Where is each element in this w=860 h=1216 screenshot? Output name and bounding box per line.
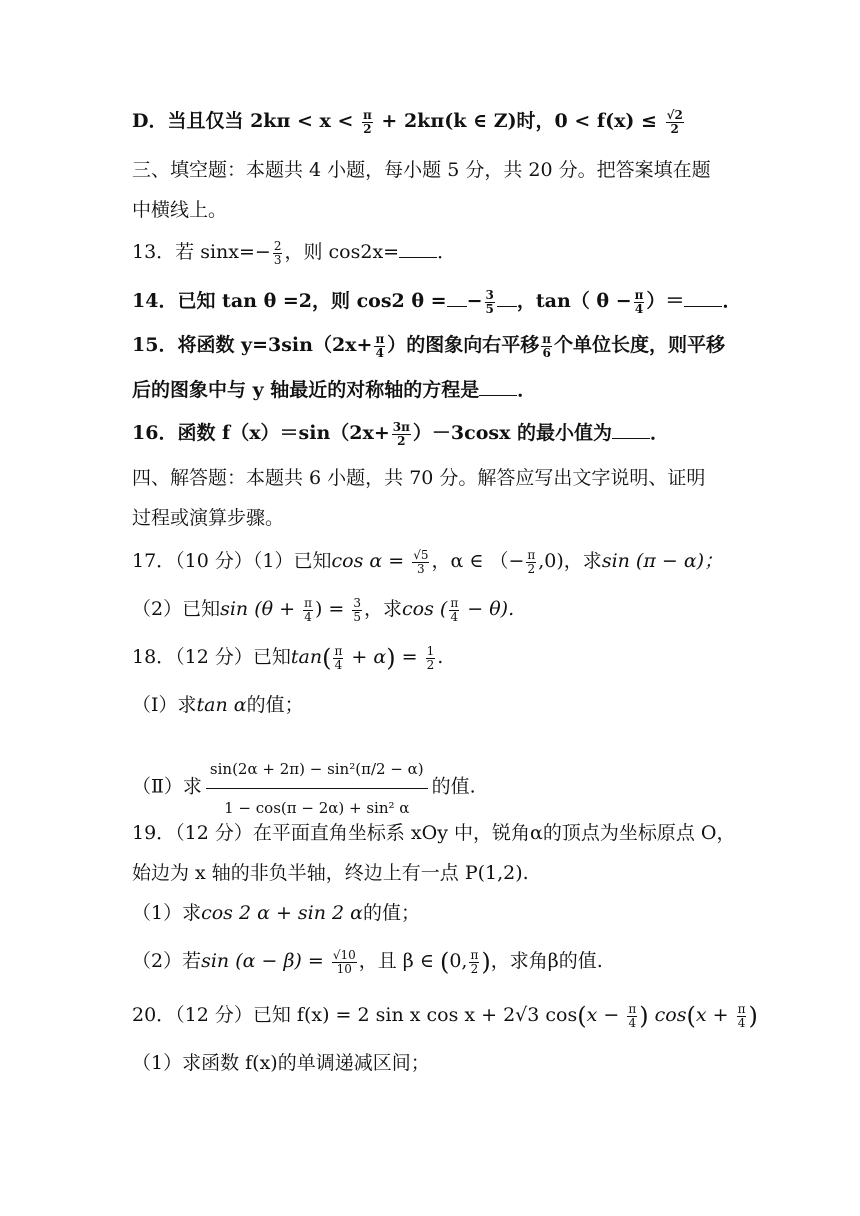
q18-math: tan α [196, 694, 247, 716]
fraction [634, 289, 645, 316]
numerator: π [304, 595, 312, 610]
paren: ( [577, 1002, 587, 1030]
numerator: π [527, 547, 536, 562]
numerator: π [375, 331, 385, 346]
question-13 [132, 237, 740, 267]
fraction [526, 549, 536, 576]
fraction [627, 1003, 637, 1030]
paren: ( [322, 644, 332, 672]
question-15-cont [132, 375, 740, 405]
denominator: 6 [542, 345, 551, 360]
question-19-2 [132, 946, 740, 977]
paren: ) [481, 948, 491, 976]
question-15 [132, 330, 740, 360]
q19-text: 0, [449, 950, 468, 972]
fraction [412, 549, 429, 576]
question-19-1 [132, 898, 740, 928]
q19-text: ，求角β的值. [490, 950, 603, 972]
question-16 [132, 418, 740, 448]
denominator: 4 [334, 657, 343, 672]
fraction [469, 949, 479, 976]
q13-text: ，则 cos2x= [284, 241, 400, 263]
denominator: 4 [634, 301, 644, 316]
q17-text: ，求 [364, 598, 403, 620]
option-d-text: + 2kπ(k ∈ Z)时，0 < f(x) ≤ [374, 110, 664, 132]
q17-math: cos α = [331, 550, 411, 572]
denominator: 10 [336, 961, 352, 976]
answer-blank[interactable] [447, 288, 467, 307]
denominator: 3 [417, 561, 425, 576]
q18-text: （Ⅰ）求 [132, 694, 197, 716]
numerator: π [628, 1001, 637, 1016]
numerator: 3 [353, 595, 362, 610]
q17-text: ,0)，求 [538, 550, 602, 572]
q13-text: 13．若 sinx=− [132, 241, 271, 263]
numerator: 1 [426, 643, 435, 658]
q17-math: sin (θ + [220, 598, 302, 620]
fraction [362, 109, 373, 136]
answer-blank[interactable] [399, 239, 437, 258]
q18-math: + α [345, 646, 387, 668]
answer-blank[interactable] [612, 420, 650, 439]
numerator: 2 [273, 238, 282, 253]
q18-text: . [437, 646, 444, 668]
denominator: 2 [363, 121, 372, 136]
question-18 [132, 642, 740, 673]
question-17-1 [132, 546, 740, 576]
q16-text: ． [650, 422, 670, 444]
q17-math: − θ). [461, 598, 515, 620]
denominator: 2 [670, 121, 679, 136]
fraction [333, 645, 343, 672]
paren: ) [748, 1002, 758, 1030]
numerator: π [334, 643, 343, 658]
denominator: 2 [527, 561, 536, 576]
numerator: π [470, 947, 479, 962]
q17-text: ) = [314, 598, 351, 620]
numerator: √5 [413, 547, 429, 562]
numerator: π [363, 107, 372, 122]
denominator: 1 − cos(π − 2α) + sin² α [224, 799, 410, 817]
question-20-1: （1）求函数 f(x)的单调递减区间； [132, 1052, 430, 1074]
section4-heading: 四、解答题：本题共 6 小题，共 70 分。解答应写出文字说明、证明 [132, 467, 706, 489]
q15-text: ． [517, 379, 537, 401]
numerator: π [634, 287, 644, 302]
q19-text: （1）求 [132, 902, 202, 924]
numerator: √2 [666, 107, 683, 122]
paren: ) [386, 644, 396, 672]
q14-text: 14．已知 tan θ =2，则 cos2 θ = [132, 290, 447, 312]
q14-text: ）＝ [646, 290, 685, 312]
q17-text: ，α ∈ （− [431, 550, 525, 572]
section3-heading: 三、填空题：本题共 4 小题，每小题 5 分，共 20 分。把答案填在题 [132, 159, 711, 181]
denominator: 5 [353, 609, 362, 624]
fraction [374, 333, 385, 360]
fraction [737, 1003, 747, 1030]
q17-math: sin (π − α)； [601, 550, 724, 572]
fraction [426, 645, 436, 672]
q18-text: 的值. [431, 775, 476, 798]
denominator: 4 [628, 1015, 637, 1030]
fraction [449, 597, 459, 624]
q18-text: = [395, 646, 424, 668]
answer-blank[interactable] [497, 288, 517, 307]
answer-blank[interactable] [479, 377, 517, 396]
fraction [303, 597, 313, 624]
q20-math: x + [695, 1004, 735, 1026]
fraction [273, 240, 283, 267]
q16-text: ）－3cosx 的最小值为 [412, 422, 613, 444]
question-18-1 [132, 690, 740, 720]
fraction [332, 949, 357, 976]
q14-text: ． [722, 290, 742, 312]
numerator: 3π [392, 419, 410, 434]
q19-text: 的值； [362, 902, 420, 924]
option-d [132, 106, 740, 136]
section4-heading-cont: 过程或演算步骤。 [132, 507, 285, 529]
q18-text: （Ⅱ）求 [132, 775, 202, 798]
fraction [206, 752, 428, 823]
q13-text: ． [437, 241, 457, 263]
denominator: 4 [304, 609, 312, 624]
question-17-2 [132, 594, 740, 624]
q17-math: cos ( [402, 598, 448, 620]
question-19: 19．（12 分）在平面直角坐标系 xOy 中，锐角α的顶点为坐标原点 O， [132, 822, 736, 844]
q18-text: 18．（12 分）已知 [132, 646, 291, 668]
q20-text: 20．（12 分）已知 f(x) = 2 sin x cos x + 2√3 cos [132, 1004, 578, 1026]
q20-math: x − [586, 1004, 626, 1026]
q15-text: ）的图象向右平移 [387, 334, 540, 356]
q19-math: cos 2 α + sin 2 α [201, 902, 363, 924]
numerator: π [542, 331, 552, 346]
numerator: sin(2α + 2π) − sin²(π/2 − α) [206, 752, 428, 789]
denominator: 2 [470, 961, 479, 976]
fraction [392, 421, 411, 448]
paren: ( [439, 948, 450, 976]
q19-text: ，且 β ∈ [358, 950, 440, 972]
denominator: 5 [485, 301, 494, 316]
fraction [352, 597, 362, 624]
q18-math: tan [290, 646, 323, 668]
q19-text: （2）若 [132, 950, 202, 972]
q18-text: 的值； [246, 694, 304, 716]
numerator: 3 [485, 287, 494, 302]
fraction [541, 333, 552, 360]
denominator: 4 [450, 609, 459, 624]
numerator: π [737, 1001, 746, 1016]
answer-blank[interactable] [684, 288, 722, 307]
q15-text: 15．将函数 y=3sin（2x+ [132, 334, 373, 356]
denominator: 3 [273, 252, 282, 267]
q19-math: sin (α − β) = [201, 950, 330, 972]
numerator: π [450, 595, 459, 610]
paren: ) [639, 1002, 649, 1030]
paren: ( [686, 1002, 696, 1030]
q17-text: （2）已知 [132, 598, 221, 620]
fraction [485, 289, 495, 316]
q14-text: − [466, 290, 483, 312]
section3-heading-cont: 中横线上。 [132, 199, 228, 221]
q17-text: 17．（10 分）（1）已知 [132, 550, 332, 572]
denominator: 2 [397, 433, 406, 448]
option-d-text: D．当且仅当 2kπ < x < [132, 110, 361, 132]
question-18-2 [132, 752, 740, 823]
question-14 [132, 286, 740, 316]
q20-math: cos [648, 1004, 687, 1026]
q16-text: 16．函数 f（x）＝sin（2x+ [132, 422, 390, 444]
question-20 [132, 1000, 758, 1031]
denominator: 2 [426, 657, 435, 672]
numerator: √10 [332, 947, 356, 962]
question-19-cont: 始边为 x 轴的非负半轴，终边上有一点 P(1,2). [132, 862, 529, 884]
denominator: 4 [375, 345, 385, 360]
q15-text: 后的图象中与 y 轴最近的对称轴的方程是 [132, 379, 480, 401]
q15-text: 个单位长度，则平移 [554, 334, 726, 356]
q14-text: ，tan（ θ − [516, 290, 632, 312]
denominator: 4 [737, 1015, 746, 1030]
fraction [666, 109, 684, 136]
